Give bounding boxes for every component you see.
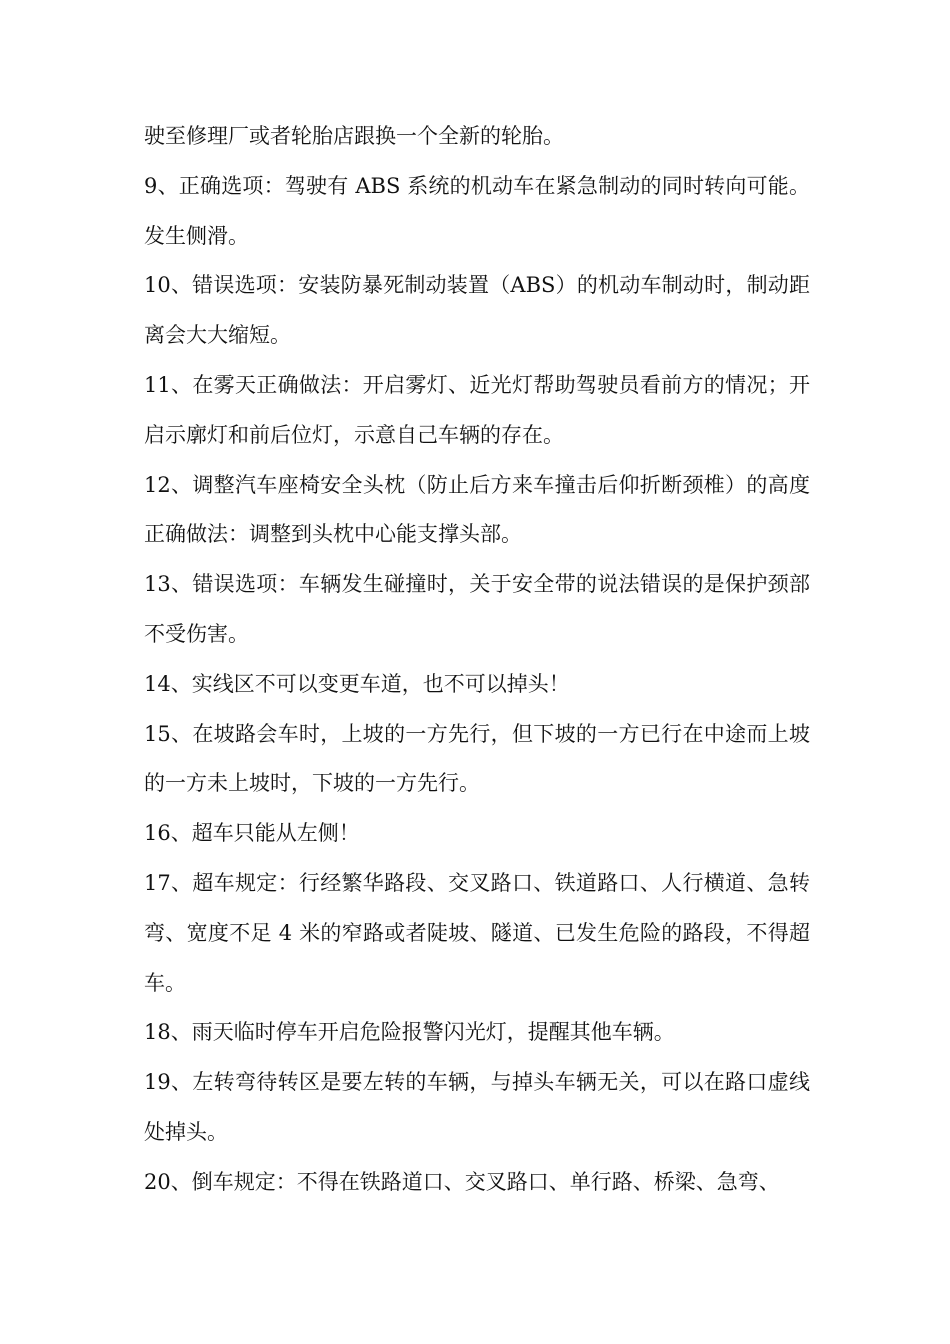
document-body <box>144 112 810 1208</box>
paragraph-item-9: 9、正确选项：驾驶有 ABS 系统的机动车在紧急制动的同时转向可能。发生侧滑。 <box>144 173 810 248</box>
paragraph-item-13: 13、错误选项：车辆发生碰撞时，关于安全带的说法错误的是保护颈部不受伤害。 <box>144 572 810 646</box>
paragraph-item-10: 10、错误选项：安装防暴死制动装置（ABS）的机动车制动时，制动距离会大大缩短。 <box>144 273 810 348</box>
paragraph-item-15: 15、在坡路会车时，上坡的一方先行，但下坡的一方已行在中途而上坡的一方未上坡时，下坡的一方先行。 <box>144 721 810 796</box>
paragraph-item-18: 18、雨天临时停车开启危险报警闪光灯，提醒其他车辆。 <box>144 1020 675 1045</box>
paragraph-item-11: 11、在雾天正确做法：开启雾灯、近光灯帮助驾驶员看前方的情况；开启示廓灯和前后位灯，示意自己车辆的存在。 <box>144 372 810 447</box>
paragraph-item-20: 20、倒车规定：不得在铁路道口、交叉路口、单行路、桥梁、急弯、 <box>144 1169 780 1194</box>
paragraph-continuation: 驶至修理厂或者轮胎店跟换一个全新的轮胎。 <box>144 124 564 148</box>
paragraph-item-14: 14、实线区不可以变更车道，也不可以掉头！ <box>144 671 570 696</box>
paragraph-item-19: 19、左转弯待转区是要左转的车辆，与掉头车辆无关，可以在路口虚线处掉头。 <box>144 1070 810 1144</box>
paragraph-item-12: 12、调整汽车座椅安全头枕（防止后方来车撞击后仰折断颈椎）的高度正确做法：调整到头枕中心能支撑头部。 <box>144 472 810 547</box>
paragraph-item-17: 17、超车规定：行经繁华路段、交叉路口、铁道路口、人行横道、急转弯、宽度不足 4 米的窄路或者陡坡、隧道、已发生危险的路段，不得超车。 <box>144 870 810 995</box>
paragraph-item-16: 16、超车只能从左侧！ <box>144 821 360 846</box>
